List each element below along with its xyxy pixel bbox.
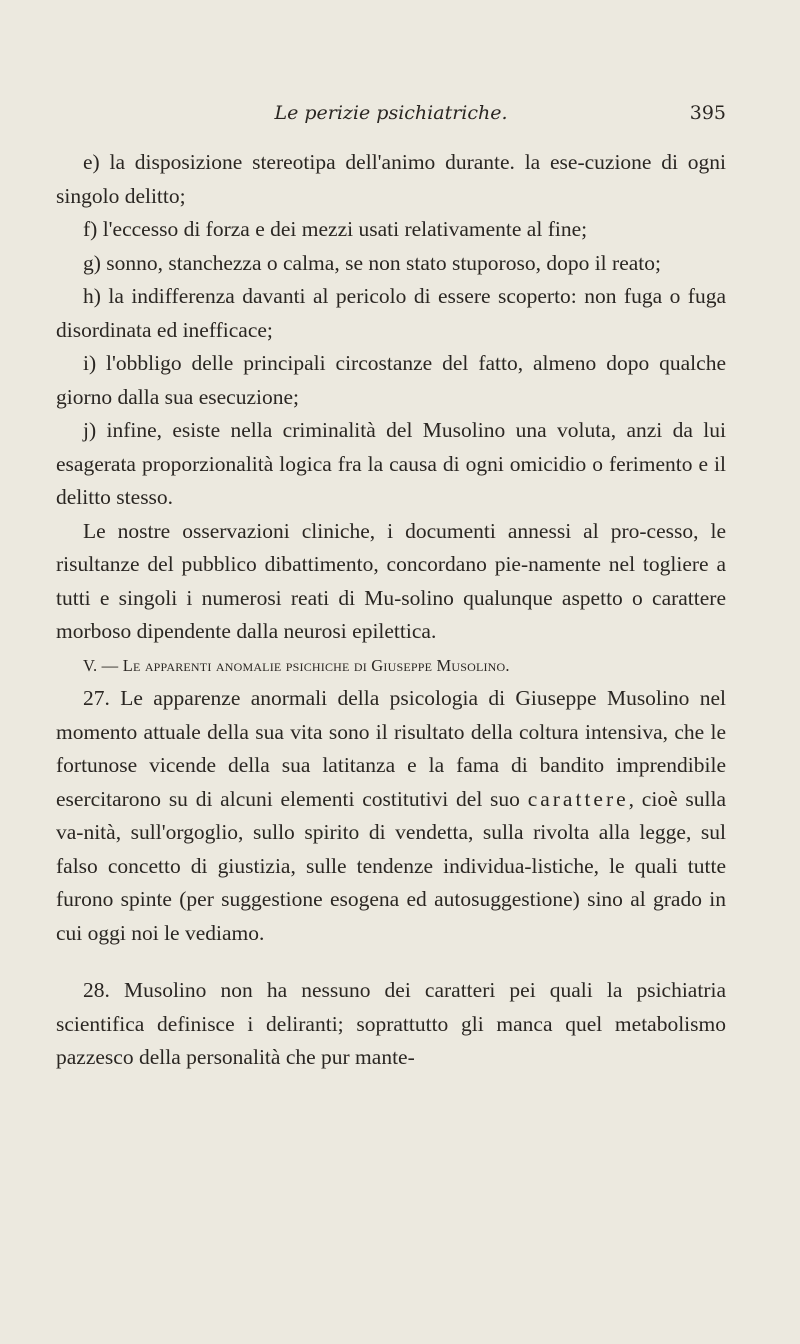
list-item-j: j) infine, esiste nella criminalità del Musolino una voluta, anzi da lui esagerata proporzionalità logica fra la causa di ogni omicidio o ferimento e il delitto stesso. (56, 418, 726, 509)
section-number: V. (83, 655, 98, 675)
paragraph-27-text: 27. Le apparenze anormali della psicologia di Giuseppe Musolino nel momento attuale della sua vita sono il risultato della coltura intensiva, che le fortunose vicende della sua latitanza e la fama di bandito imprendibile esercitarono su di alcuni elementi costitutivi del suo (56, 686, 726, 811)
list-item-h: h) la indifferenza davanti al pericolo di essere scoperto: non fuga o fuga disordinata ed inefficace; (56, 284, 726, 342)
list-item-f: f) l'eccesso di forza e dei mezzi usati relativamente al fine; (83, 217, 588, 241)
conclusion-paragraph: Le nostre osservazioni cliniche, i documenti annessi al pro-cesso, le risultanze del pubblico dibattimento, concordano pie-namente nel togliere a tutti e singoli i numerosi reati di Mu-solino qualunque aspetto o carattere morboso dipendente dalla neurosi epilettica. (56, 518, 726, 643)
body-text (56, 146, 726, 1075)
spaced-word: carattere (527, 786, 629, 811)
list-item-i: i) l'obbligo delle principali circostanze del fatto, almeno dopo qualche giorno dalla sua esecuzione; (56, 351, 726, 409)
section-title: Le apparenti anomalie psichiche di Giuseppe Musolino. (122, 655, 510, 675)
paragraph-27-text-end: , cioè sulla va-nità, sull'orgoglio, sullo spirito di vendetta, sulla rivolta alla legge, sul falso concetto di giustizia, sulle tendenze individua-listiche, le quali tutte furono spinte (per suggestione esogena ed autosuggestione) sino al grado in cui oggi noi le vediamo. (56, 786, 726, 945)
running-title: Le perizie psichiatriche. (274, 102, 508, 124)
list-item-e: e) la disposizione stereotipa dell'animo durante. la ese-cuzione di ogni singolo delitto; (56, 150, 726, 208)
section-dash: — (101, 655, 119, 675)
paragraph-27 (56, 682, 726, 950)
running-head (56, 102, 726, 132)
section-heading (56, 649, 726, 683)
page-number: 395 (689, 102, 726, 124)
list-item-g: g) sonno, stanchezza o calma, se non stato stuporoso, dopo il reato; (83, 250, 661, 275)
paragraph-28: 28. Musolino non ha nessuno dei caratteri pei quali la psichiatria scientifica definisce i deliranti; soprattutto gli manca quel metabolismo pazzesco della personalità che pur mante- (56, 978, 726, 1069)
